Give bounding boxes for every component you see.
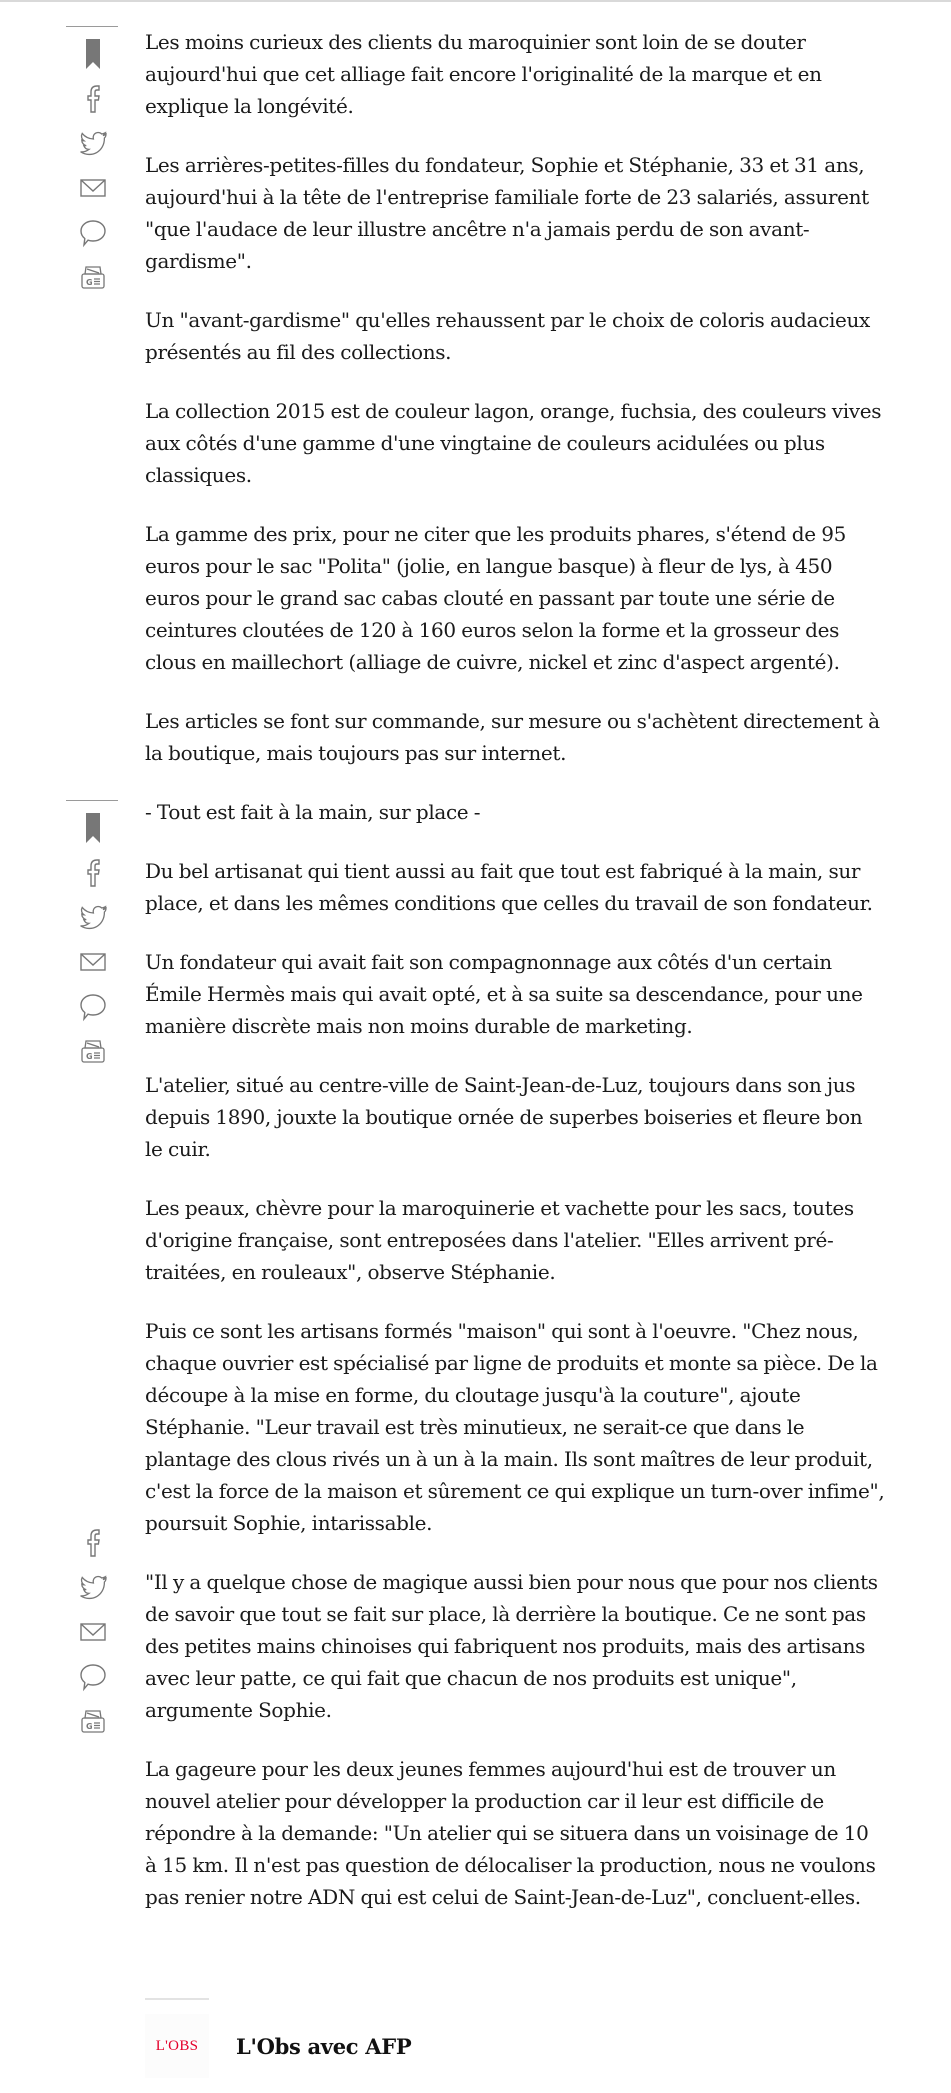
comment-icon[interactable] — [77, 1661, 109, 1693]
svg-text:G: G — [86, 1722, 93, 1731]
section-subheading: - Tout est fait à la main, sur place - — [145, 800, 481, 824]
twitter-icon[interactable] — [77, 1571, 109, 1603]
article-paragraph: Les articles se font sur commande, sur mesure ou s'achètent directement à la boutique, mais toujours pas sur internet. — [145, 709, 880, 765]
article-paragraph: La gamme des prix, pour ne citer que les produits phares, s'étend de 95 euros pour le sac "Polita" (jolie, en langue basque) à fleur de lys, à 450 euros pour le grand sac cabas clouté en passant par toute une série de ceintures cloutées de 120 à 160 euros selon la forme et la grosseur des clous en maillechort (alliage de cuivre, nickel et zinc d'aspect argenté). — [145, 522, 846, 674]
bookmark-icon[interactable] — [77, 38, 109, 70]
byline-divider — [145, 1998, 209, 2000]
article-paragraph: L'atelier, situé au centre-ville de Saint-Jean-de-Luz, toujours dans son jus depuis 1890, jouxte la boutique ornée de superbes boiseries et fleure bon le cuir. — [145, 1073, 863, 1161]
article-paragraph: Les moins curieux des clients du maroquinier sont loin de se douter aujourd'hui que cet alliage fait encore l'originalité de la marque et en explique la longévité. — [145, 30, 822, 118]
email-icon[interactable] — [77, 946, 109, 978]
article-paragraph: Les arrières-petites-filles du fondateur, Sophie et Stéphanie, 33 et 31 ans, aujourd'hui à la tête de l'entreprise familiale forte de 23 salariés, assurent "que l'audace de leur illustre ancêtre n'a jamais perdu de son avant-gardisme". — [145, 153, 869, 273]
article-paragraph: Les peaux, chèvre pour la maroquinerie et vachette pour les sacs, toutes d'origine française, sont entreposées dans l'atelier. "Elles arrivent pré-traitées, en rouleaux", observe Stéphanie. — [145, 1196, 854, 1284]
email-icon[interactable] — [77, 172, 109, 204]
svg-text:G: G — [86, 1052, 93, 1061]
bookmark-icon[interactable] — [77, 812, 109, 844]
google-news-icon[interactable] — [77, 1706, 109, 1738]
facebook-icon[interactable] — [77, 82, 109, 114]
twitter-icon[interactable] — [77, 901, 109, 933]
svg-text:G: G — [86, 278, 93, 287]
google-news-icon[interactable] — [77, 1036, 109, 1068]
comment-icon[interactable] — [77, 217, 109, 249]
facebook-icon[interactable] — [77, 856, 109, 888]
article-paragraph: Un "avant-gardisme" qu'elles rehaussent par le choix de coloris audacieux présentés au fil des collections. — [145, 308, 870, 364]
rail-divider — [66, 26, 118, 27]
rail-divider — [66, 800, 118, 801]
publisher-logo-text: L'OBS — [155, 2037, 199, 2054]
article-paragraph: Puis ce sont les artisans formés "maison" qui sont à l'oeuvre. "Chez nous, chaque ouvrier est spécialisé par ligne de produits et monte sa pièce. De la découpe à la mise en forme, du cloutage jusqu'à la couture", ajoute Stéphanie. "Leur travail est très minutieux, ne serait-ce que dans le plantage des clous rivés un à un à la main. Ils sont maîtres de leur produit, c'est la force de la maison et sûrement ce qui explique un turn-over infime", poursuit Sophie, intarissable. — [145, 1319, 885, 1535]
google-news-icon[interactable] — [77, 262, 109, 294]
article-paragraph: La collection 2015 est de couleur lagon, orange, fuchsia, des couleurs vives aux côtés d'une gamme d'une vingtaine de couleurs acidulées ou plus classiques. — [145, 399, 882, 487]
article-body — [145, 26, 885, 1940]
author-name[interactable]: L'Obs avec AFP — [236, 2033, 412, 2059]
share-rail — [66, 1526, 120, 1751]
twitter-icon[interactable] — [77, 127, 109, 159]
article-paragraph: "Il y a quelque chose de magique aussi bien pour nous que pour nos clients de savoir que tout se fait sur place, là derrière la boutique. Ce ne sont pas des petites mains chinoises qui fabriquent nos produits, mais des artisans avec leur patte, ce qui fait que chacun de nos produits est unique", argumente Sophie. — [145, 1570, 878, 1722]
email-icon[interactable] — [77, 1616, 109, 1648]
share-rail — [66, 800, 120, 1081]
article-paragraph: Du bel artisanat qui tient aussi au fait que tout est fabriqué à la main, sur place, et dans les mêmes conditions que celles du travail de son fondateur. — [145, 859, 873, 915]
share-rail — [66, 26, 120, 307]
top-border — [0, 0, 951, 2]
publisher-logo[interactable] — [145, 2014, 209, 2078]
article-paragraph: La gageure pour les deux jeunes femmes aujourd'hui est de trouver un nouvel atelier pour développer la production car il leur est difficile de répondre à la demande: "Un atelier qui se situera dans un voisinage de 10 à 15 km. Il n'est pas question de délocaliser la production, nous ne voulons pas renier notre ADN qui est celui de Saint-Jean-de-Luz", concluent-elles. — [145, 1757, 876, 1909]
article-byline — [145, 1998, 745, 2078]
article-paragraph: Un fondateur qui avait fait son compagnonnage aux côtés d'un certain Émile Hermès mais qui avait opté, et à sa suite sa descendance, pour une manière discrète mais non moins durable de marketing. — [145, 950, 863, 1038]
comment-icon[interactable] — [77, 991, 109, 1023]
facebook-icon[interactable] — [77, 1526, 109, 1558]
